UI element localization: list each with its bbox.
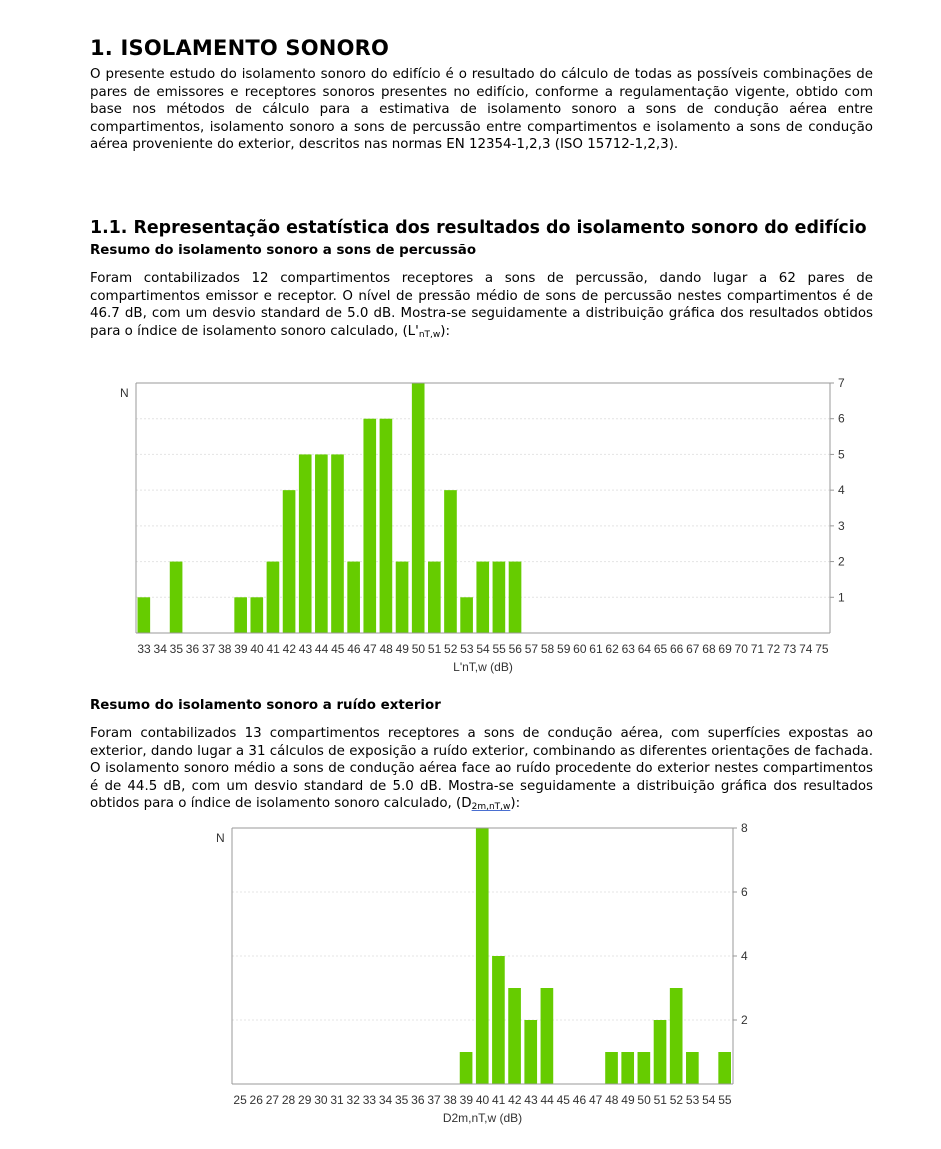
x-tick-label: 50 <box>637 1093 651 1107</box>
x-tick-label: 52 <box>444 642 458 656</box>
x-tick-label: 47 <box>363 642 377 656</box>
x-tick-label: 59 <box>557 642 571 656</box>
y-tick-label: 1 <box>838 590 845 605</box>
histogram-bar <box>621 1052 634 1084</box>
x-tick-label: 34 <box>153 642 167 656</box>
x-tick-label: 48 <box>379 642 393 656</box>
histogram-bar <box>444 490 457 633</box>
x-tick-label: 74 <box>799 642 813 656</box>
histogram-bar <box>460 597 473 633</box>
impact-histogram-chart <box>0 370 941 675</box>
histogram-bar <box>541 988 554 1084</box>
x-tick-label: 73 <box>782 642 797 656</box>
x-tick-label: 51 <box>427 642 442 656</box>
y-axis-label: N <box>216 831 225 845</box>
x-tick-label: 57 <box>524 642 539 656</box>
x-tick-label: 28 <box>281 1093 296 1107</box>
y-axis-label: N <box>120 386 129 400</box>
x-tick-label: 50 <box>411 642 426 656</box>
x-tick-label: 72 <box>766 642 781 656</box>
x-tick-label: 38 <box>443 1093 457 1107</box>
x-tick-label: 36 <box>185 642 200 656</box>
x-tick-label: 46 <box>347 642 361 656</box>
x-tick-label: 58 <box>540 642 555 656</box>
x-tick-label: 44 <box>314 642 329 656</box>
histogram-bar <box>250 597 263 633</box>
histogram-bar <box>638 1052 651 1084</box>
exterior-histogram-chart <box>0 815 941 1145</box>
x-tick-label: 41 <box>491 1093 506 1107</box>
exterior-text: Foram contabilizados 13 compartimentos receptores a sons de condução aérea, com superfícies expostas ao exterior, dando lugar a 31 cálculos de exposição a ruído exterior, combinando as diferentes orientações de fachada. O isolamento sonoro médio a sons de condução aérea face ao ruído procedente do exterior nestes compartimentos é de 44.5 dB, com um desvio standard de 5.0 dB. Mostra-se seguidamente a distribuição gráfica dos resultados obtidos para o índice de isolamento sonoro calculado, (D <box>90 726 873 812</box>
x-tick-label: 44 <box>540 1093 554 1107</box>
x-tick-label: 55 <box>492 642 506 656</box>
x-tick-label: 45 <box>331 642 345 656</box>
x-tick-label: 49 <box>395 642 409 656</box>
x-tick-label: 63 <box>621 642 635 656</box>
histogram-bar <box>476 828 489 1084</box>
exterior-heading: Resumo do isolamento sonoro a ruído exterior <box>90 698 441 713</box>
histogram-bar <box>460 1052 473 1084</box>
chart-svg <box>0 815 941 1145</box>
section-title: 1. ISOLAMENTO SONORO <box>90 36 390 60</box>
x-tick-label: 26 <box>249 1093 263 1107</box>
x-tick-label: 40 <box>475 1093 490 1107</box>
exterior-paragraph <box>90 725 873 817</box>
y-tick-label: 2 <box>838 554 845 569</box>
histogram-bar <box>283 490 296 633</box>
x-tick-label: 35 <box>169 642 184 656</box>
y-tick-label: 8 <box>741 821 748 835</box>
x-tick-label: 31 <box>330 1093 344 1107</box>
x-tick-label: 66 <box>669 642 684 656</box>
x-tick-label: 45 <box>556 1093 570 1107</box>
x-tick-label: 46 <box>572 1093 587 1107</box>
x-tick-label: 29 <box>298 1093 312 1107</box>
histogram-bar <box>347 562 360 633</box>
x-tick-label: 71 <box>750 642 765 656</box>
x-tick-label: 53 <box>685 1093 700 1107</box>
x-tick-label: 55 <box>718 1093 732 1107</box>
x-tick-label: 43 <box>524 1093 538 1107</box>
x-tick-label: 48 <box>605 1093 619 1107</box>
histogram-bar <box>412 383 425 633</box>
y-tick-label: 4 <box>838 483 845 498</box>
x-tick-label: 60 <box>573 642 587 656</box>
histogram-bar <box>170 562 183 633</box>
histogram-bar <box>493 562 506 633</box>
x-axis-label: D2m,nT,w (dB) <box>442 1111 523 1125</box>
x-tick-label: 35 <box>395 1093 409 1107</box>
x-tick-label: 51 <box>653 1093 667 1107</box>
x-tick-label: 36 <box>411 1093 425 1107</box>
x-tick-label: 68 <box>702 642 716 656</box>
x-tick-label: 75 <box>815 642 829 656</box>
x-tick-label: 42 <box>282 642 297 656</box>
intro-paragraph: O presente estudo do isolamento sonoro do edifício é o resultado do cálculo de todas as possíveis combinações de pares de emissores e receptores sonoros presentes no edifício, conforme a regulamentação vigente, obtido com base nos métodos de cálculo para a estimativa de isolamento sonoro a sons de condução aérea entre compartimentos, isolamento sonoro a sons de percussão entre compartimentos e isolamento a sons de condução aérea proveniente do exterior, descritos nas normas EN 12354-1,2,3 (ISO 15712-1,2,3). <box>90 67 873 153</box>
histogram-bar <box>508 988 521 1084</box>
histogram-bar <box>299 454 312 633</box>
histogram-bar <box>718 1052 731 1084</box>
x-tick-label: 56 <box>508 642 522 656</box>
x-tick-label: 33 <box>362 1093 377 1107</box>
x-tick-label: 34 <box>378 1093 393 1107</box>
y-tick-label: 3 <box>838 518 845 533</box>
y-tick-label: 7 <box>838 376 845 390</box>
histogram-bar <box>524 1020 537 1084</box>
chart-svg <box>0 370 941 675</box>
impact-heading: Resumo do isolamento sonoro a sons de percussão <box>90 243 477 258</box>
histogram-bar <box>476 562 489 633</box>
impact-paragraph <box>90 270 873 344</box>
histogram-bar <box>380 419 393 633</box>
impact-text: Foram contabilizados 12 compartimentos receptores a sons de percussão, dando lugar a 62 pares de compartimentos emissor e receptor. O nível de pressão médio de sons de percussão nestes compartimentos é de 46.7 dB, com um desvio standard de 5.0 dB. Mostra-se seguidamente a distribuição gráfica dos resultados obtidos para o índice de isolamento sonoro calculado, (L' <box>90 271 873 339</box>
subsection-title: 1.1. Representação estatística dos resultados do isolamento sonoro do edifício <box>90 218 867 238</box>
x-tick-label: 27 <box>265 1093 280 1107</box>
x-axis-label: L'nT,w (dB) <box>453 660 513 674</box>
x-tick-label: 70 <box>734 642 748 656</box>
histogram-bar <box>428 562 441 633</box>
x-tick-label: 39 <box>459 1093 474 1107</box>
x-tick-label: 32 <box>346 1093 360 1107</box>
x-tick-label: 42 <box>508 1093 522 1107</box>
x-tick-label: 54 <box>702 1093 716 1107</box>
histogram-bar <box>492 956 505 1084</box>
y-tick-label: 4 <box>741 949 748 963</box>
x-tick-label: 69 <box>718 642 732 656</box>
x-tick-label: 64 <box>637 642 652 656</box>
histogram-bar <box>267 562 280 633</box>
histogram-bar <box>234 597 247 633</box>
y-tick-label: 6 <box>741 885 748 899</box>
x-tick-label: 52 <box>669 1093 684 1107</box>
y-tick-label: 2 <box>741 1013 748 1027</box>
x-tick-label: 37 <box>201 642 216 656</box>
histogram-bar <box>315 454 328 633</box>
x-tick-label: 61 <box>589 642 603 656</box>
x-tick-label: 25 <box>233 1093 247 1107</box>
impact-text-end: ): <box>440 323 451 339</box>
x-tick-label: 47 <box>588 1093 603 1107</box>
x-tick-label: 49 <box>621 1093 635 1107</box>
histogram-bar <box>654 1020 667 1084</box>
x-tick-label: 38 <box>218 642 232 656</box>
x-tick-label: 37 <box>427 1093 441 1107</box>
x-tick-label: 40 <box>250 642 264 656</box>
x-tick-label: 30 <box>314 1093 328 1107</box>
impact-symbol-subscript: nT,w <box>418 329 441 340</box>
y-tick-label: 6 <box>838 411 845 426</box>
histogram-bar <box>331 454 344 633</box>
x-tick-label: 41 <box>266 642 280 656</box>
histogram-bar <box>686 1052 699 1084</box>
x-tick-label: 54 <box>476 642 490 656</box>
histogram-bar <box>138 597 151 633</box>
x-tick-label: 43 <box>298 642 313 656</box>
histogram-bar <box>670 988 683 1084</box>
histogram-bar <box>509 562 522 633</box>
histogram-bar <box>363 419 376 633</box>
x-tick-label: 65 <box>653 642 668 656</box>
x-tick-label: 33 <box>137 642 151 656</box>
exterior-text-end: ): <box>510 796 521 812</box>
histogram-bar <box>605 1052 618 1084</box>
x-tick-label: 53 <box>460 642 474 656</box>
x-tick-label: 62 <box>605 642 619 656</box>
exterior-symbol-subscript: 2m,nT,w <box>471 802 511 813</box>
x-tick-label: 39 <box>234 642 248 656</box>
x-tick-label: 67 <box>686 642 700 656</box>
y-tick-label: 5 <box>838 447 845 462</box>
histogram-bar <box>396 562 409 633</box>
